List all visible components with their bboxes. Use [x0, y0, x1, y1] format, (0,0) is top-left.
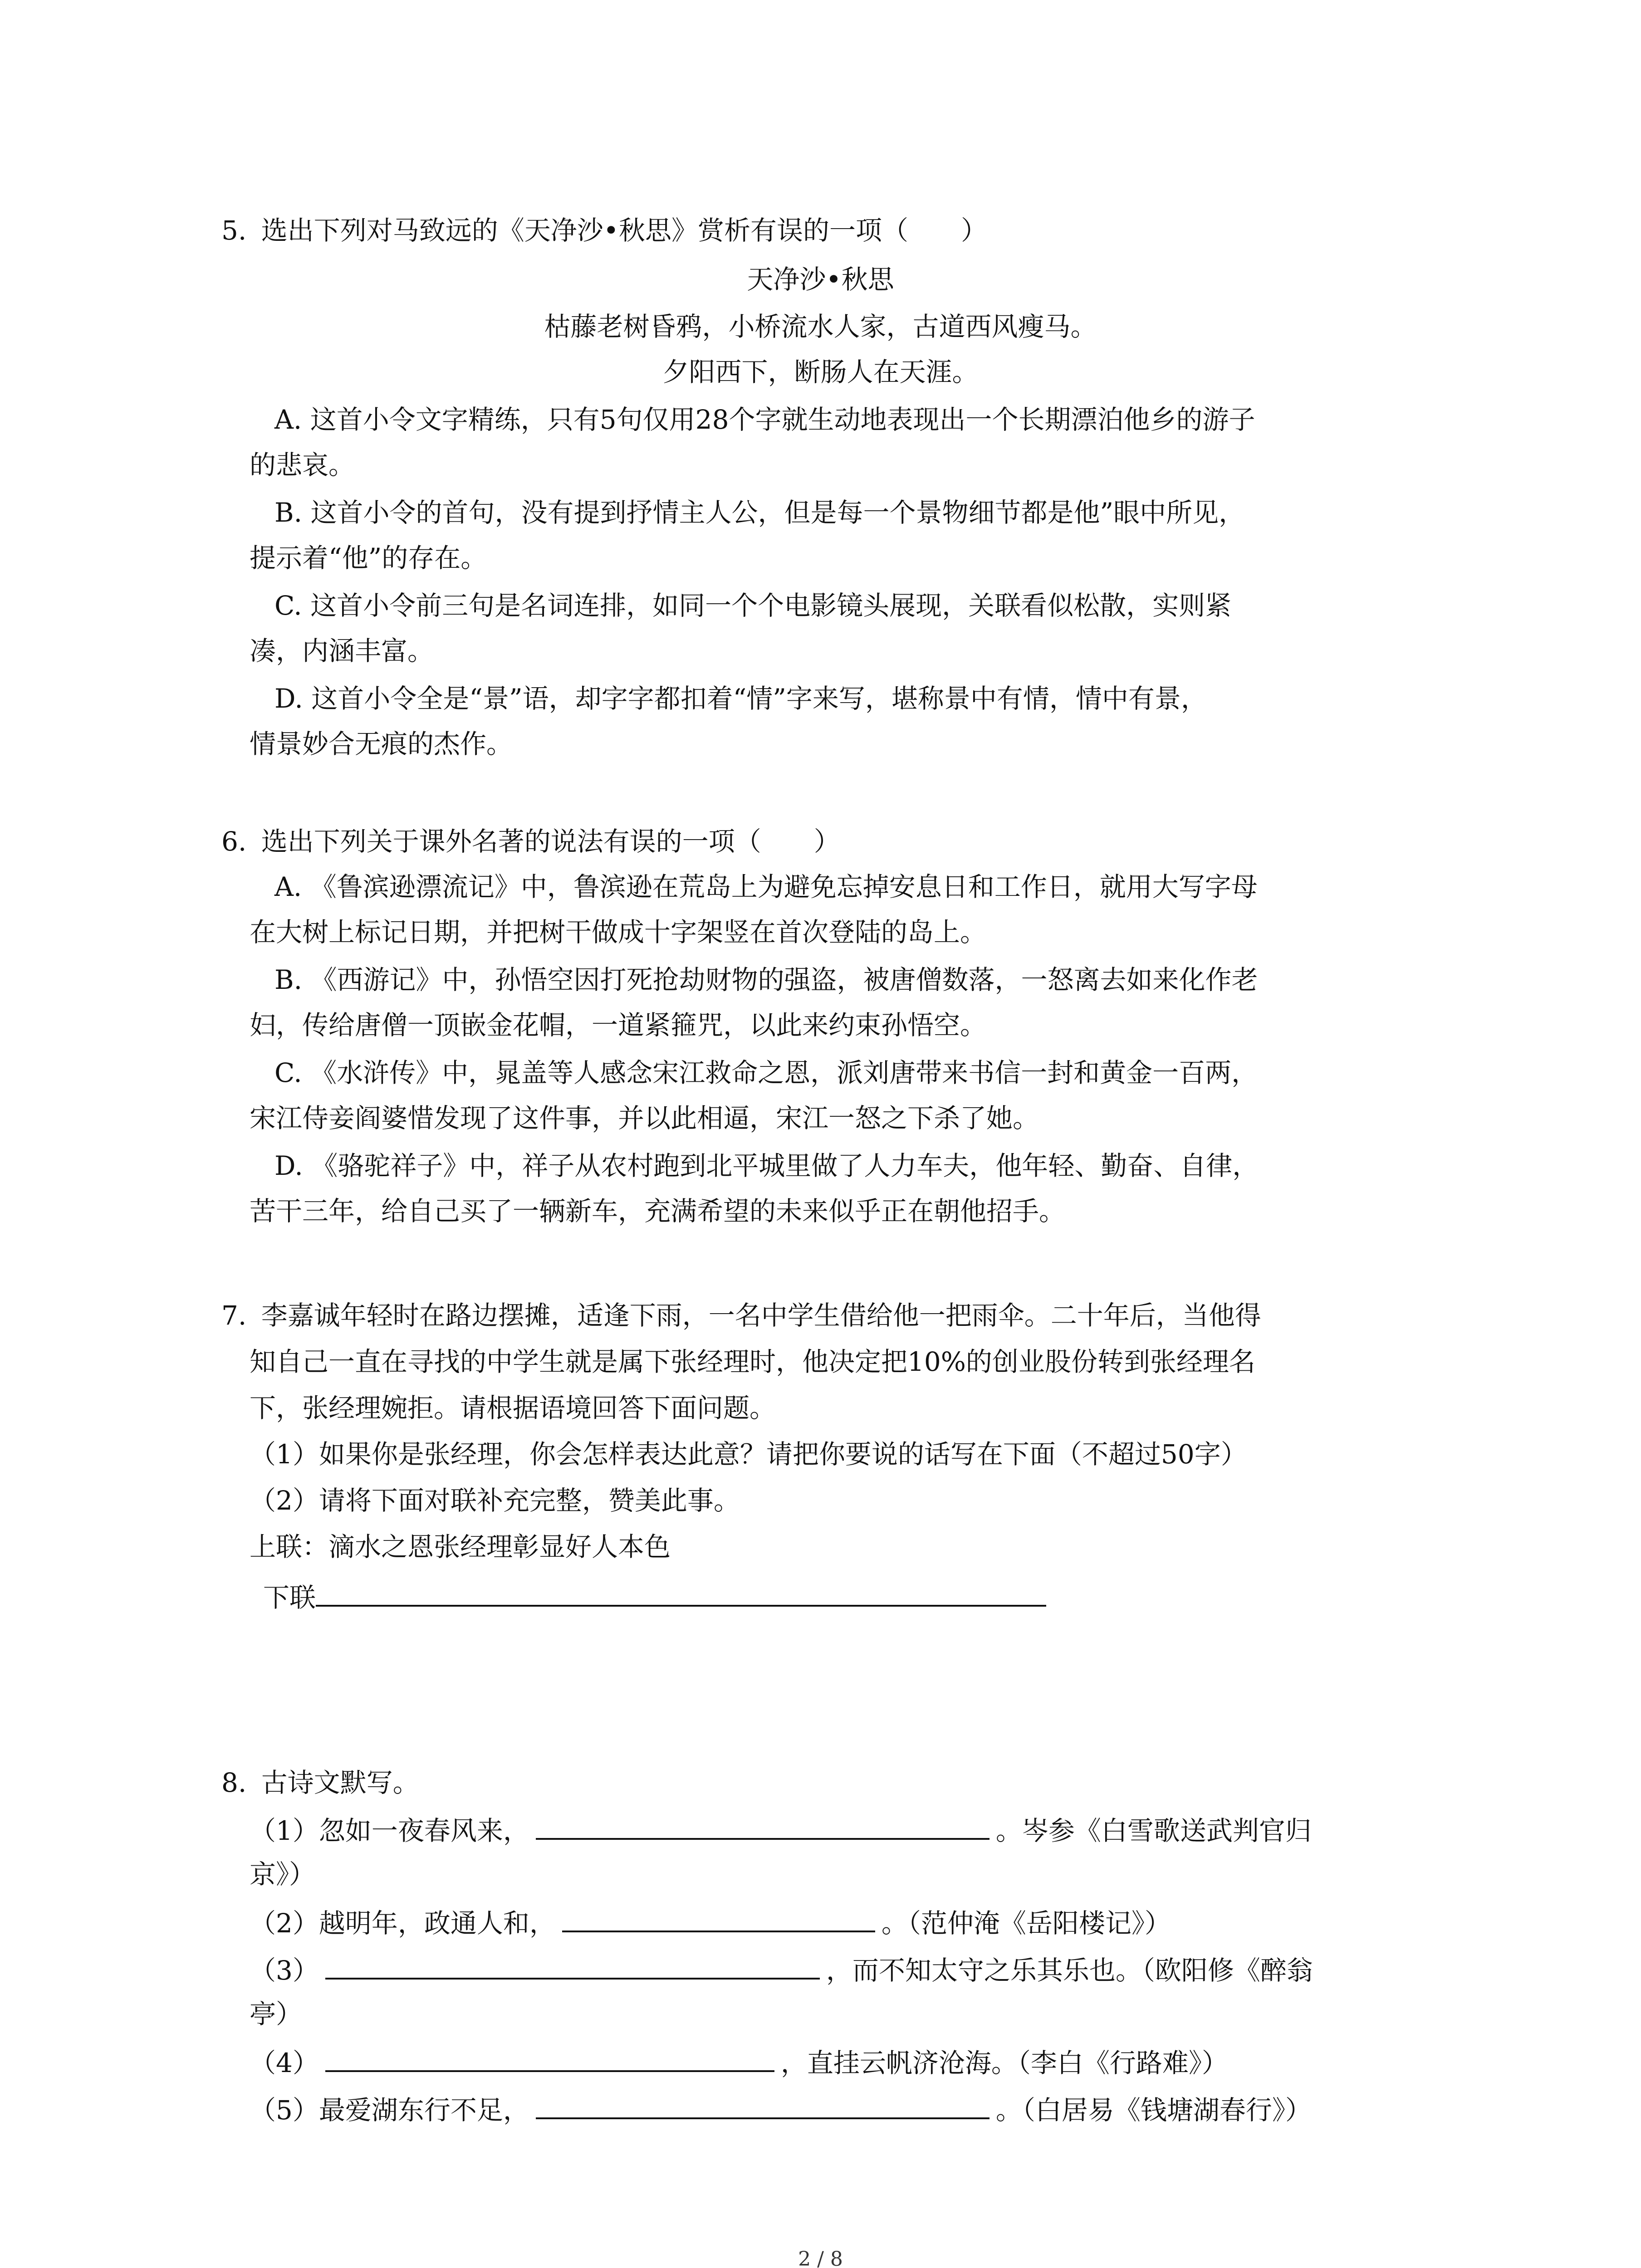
q8-item-4-pre: （4）: [250, 2048, 319, 2078]
q7-number: 7.: [221, 1300, 247, 1331]
q8-item-5-blank[interactable]: [536, 2090, 989, 2119]
q5-option-b-line2: 提示着“他”的存在。: [250, 543, 487, 573]
poem-line-1: 枯藤老树昏鸦，小桥流水人家，古道西风瘦马。: [544, 311, 1097, 342]
q8-item-1: [250, 1811, 1312, 1849]
q8-item-1-wrap: 京》）: [250, 1859, 316, 1890]
q6-option-d-line2: 苦干三年，给自己买了一辆新车，充满希望的未来似乎正在朝他招手。: [250, 1196, 1066, 1227]
q8-item-3-blank[interactable]: [325, 1950, 820, 1980]
q8-item-3-post: ，而不知太守之乐其乐也。（欧阳修《醉翁: [826, 1955, 1313, 1986]
q8-stem: [221, 1765, 419, 1801]
q8-item-4-post: ，直挂云帆济沧海。（李白《行路难》）: [780, 2048, 1228, 2078]
q6-option-b-line2: 妇，传给唐僧一顶嵌金花帽，一道紧箍咒，以此来约束孙悟空。: [250, 1010, 987, 1041]
poem-title: 天净沙•秋思: [747, 264, 894, 295]
q7-stem-line1: [221, 1297, 1261, 1334]
q6-option-b-line1: B. 《西游记》中，孙悟空因打死抢劫财物的强盗，被唐僧数落，一怒离去如来化作老: [274, 964, 1258, 995]
q8-item-4: [250, 2043, 1228, 2081]
q6-stem-text: 选出下列关于课外名著的说法有误的一项（ ）: [261, 826, 840, 857]
q6-number: 6.: [221, 826, 247, 857]
q8-item-1-blank[interactable]: [536, 1811, 989, 1840]
q6-option-a-line2: 在大树上标记日期，并把树干做成十字架竖在首次登陆的岛上。: [250, 917, 987, 948]
poem-line-2: 夕阳西下，断肠人在天涯。: [662, 357, 979, 387]
q8-item-2-blank[interactable]: [562, 1903, 875, 1932]
q8-item-2-post: 。（范仲淹《岳阳楼记》）: [881, 1908, 1171, 1939]
q5-number: 5.: [221, 215, 247, 246]
q8-item-3: [250, 1950, 1313, 1989]
q6-option-c-line1: C. 《水浒传》中，晁盖等人感念宋江救命之恩，派刘唐带来书信一封和黄金一百两，: [274, 1057, 1258, 1088]
q8-item-1-post: 。岑参《白雪歌送武判官归: [995, 1815, 1312, 1846]
couplet-lower: [263, 1578, 1053, 1616]
q5-stem-text: 选出下列对马致远的《天净沙•秋思》赏析有误的一项（ ）: [261, 215, 987, 246]
q6-option-a-line1: A. 《鲁滨逊漂流记》中，鲁滨逊在荒岛上为避免忘掉安息日和工作日，就用大写字母: [274, 871, 1258, 902]
q5-option-d-line1: D. 这首小令全是“景”语，却字字都扣着“情”字来写，堪称景中有情，情中有景，: [274, 683, 1207, 714]
q5-option-c-line1: C. 这首小令前三句是名词连排，如同一个个电影镜头展现，关联看似松散，实则紧: [274, 590, 1232, 621]
q8-number: 8.: [221, 1767, 247, 1798]
q8-item-3-wrap: 亭）: [250, 1999, 303, 2029]
q8-item-4-blank[interactable]: [325, 2043, 774, 2072]
page-number: 2 / 8: [798, 2248, 843, 2268]
q6-option-d-line1: D. 《骆驼祥子》中，祥子从农村跑到北平城里做了人力车夫，他年轻、勤奋、自律，: [274, 1150, 1259, 1181]
q8-item-5-pre: （5）最爱湖东行不足，: [250, 2095, 529, 2126]
q8-stem-text: 古诗文默写。: [261, 1767, 419, 1798]
q7-stem-text-1: 李嘉诚年轻时在路边摆摊，适逢下雨，一名中学生借给他一把雨伞。二十年后，当他得: [261, 1300, 1261, 1331]
q8-item-3-pre: （3）: [250, 1955, 319, 1986]
q6-option-c-line2: 宋江侍妾阎婆惜发现了这件事，并以此相逼，宋江一怒之下杀了她。: [250, 1103, 1039, 1134]
q7-subquestion-2: （2）请将下面对联补充完整，赞美此事。: [250, 1485, 740, 1516]
q5-option-c-line2: 凑，内涵丰富。: [250, 635, 434, 666]
q8-item-2: [250, 1903, 1171, 1941]
q5-option-b-line1: B. 这首小令的首句，没有提到抒情主人公，但是每一个景物细节都是他”眼中所见，: [274, 497, 1245, 528]
q5-option-d-line2: 情景妙合无痕的杰作。: [250, 728, 513, 759]
couplet-lower-label: 下联: [263, 1582, 316, 1613]
q8-item-5: [250, 2090, 1312, 2128]
q5-option-a-line2: 的悲哀。: [250, 450, 355, 480]
q7-subquestion-1: （1）如果你是张经理，你会怎样表达此意？请把你要说的话写在下面（不超过50字）: [250, 1439, 1247, 1470]
couplet-lower-blank[interactable]: [316, 1578, 1046, 1607]
q8-item-5-post: 。（白居易《钱塘湖春行》）: [995, 2095, 1312, 2126]
q6-stem: [221, 823, 840, 860]
q8-item-1-pre: （1）忽如一夜春风来，: [250, 1815, 529, 1846]
q8-item-2-pre: （2）越明年，政通人和，: [250, 1908, 556, 1939]
q7-stem-line2: 知自己一直在寻找的中学生就是属下张经理时，他决定把10%的创业股份转到张经理名: [250, 1346, 1255, 1377]
couplet-upper: 上联：滴水之恩张经理彰显好人本色: [250, 1531, 671, 1562]
q5-option-a-line1: A. 这首小令文字精练，只有5句仅用28个字就生动地表现出一个长期漂泊他乡的游子: [274, 404, 1255, 435]
q7-stem-line3: 下，张经理婉拒。请根据语境回答下面问题。: [250, 1393, 776, 1423]
q5-stem: [221, 212, 987, 249]
